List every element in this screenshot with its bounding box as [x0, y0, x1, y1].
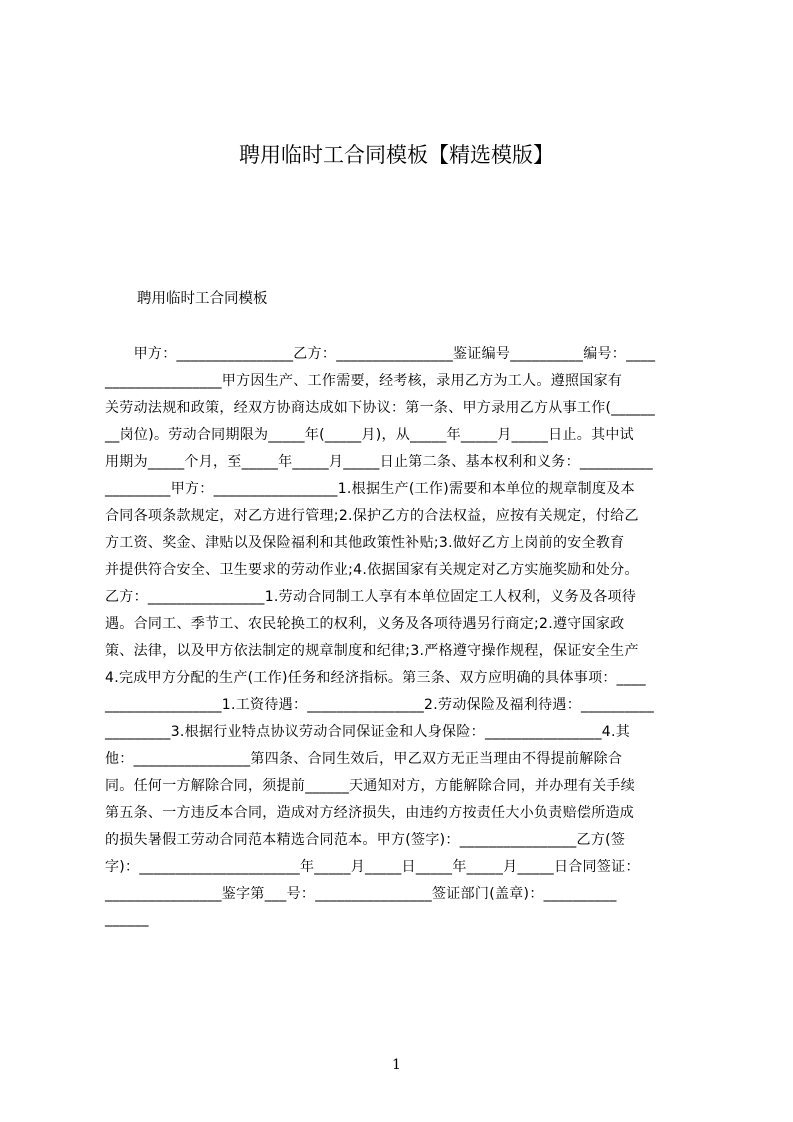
contract-subheading: 聘用临时工合同模板	[137, 291, 268, 307]
body-line: 用期为_____个月，至_____年_____月_____日止第二条、基本权利和义务：__________	[105, 454, 653, 470]
body-line: 他：________________第四条、合同生效后，甲乙双方无正当理由不得提前解除合	[105, 751, 623, 767]
body-line: __岗位)。劳动合同期限为_____年(_____月)，从_____年_____月_____日止。其中试	[105, 427, 634, 443]
body-line: 方工资、奖金、津贴以及保险福利和其他政策性补贴;3.做好乙方上岗前的安全教育	[105, 535, 625, 551]
body-line: 关劳动法规和政策，经双方协商达成如下协议：第一条、甲方录用乙方从事工作(______	[105, 400, 656, 416]
body-line: 遇。合同工、季节工、农民轮换工的权利，义务及各项待遇另行商定;2.遵守国家政	[105, 616, 625, 632]
body-line: 甲方：________________乙方：________________鉴证编号__________编号：____	[105, 346, 656, 362]
body-line: ______	[105, 911, 149, 927]
body-line: 字)：______________________年_____月_____日_____年_____月_____日合同签证：	[105, 859, 640, 875]
body-line: ________________甲方因生产、工作需要，经考核，录用乙方为工人。遵照国家有	[105, 373, 623, 389]
body-line: 的损失暑假工劳动合同范本精选合同范本。甲方(签字)：________________乙方(签	[105, 832, 626, 848]
body-line: ________________1.工资待遇：________________2.劳动保险及福利待遇：__________	[105, 697, 655, 713]
body-line: _________3.根据行业特点协议劳动合同保证金和人身保险：________________4.其	[105, 724, 631, 740]
body-line: 同。任何一方解除合同，须提前______天通知对方，方能解除合同，并办理有关手续	[105, 778, 635, 794]
body-line: ________________鉴字第___号：________________签证部门(盖章)：__________	[105, 886, 617, 902]
body-line: _________甲方：_________________1.根据生产(工作)需要和本单位的规章制度及本	[105, 481, 635, 497]
body-line: 乙方：________________1.劳动合同制工人享有本单位固定工人权利，义务及各项待	[105, 589, 637, 605]
body-line: 合同各项条款规定，对乙方进行管理;2.保护乙方的合法权益，应按有关规定，付给乙	[105, 508, 639, 524]
body-line: 4.完成甲方分配的生产(工作)任务和经济指标。第三条、双方应明确的具体事项：____	[105, 670, 646, 686]
body-line: 策、法律，以及甲方依法制定的规章制度和纪律;3.严格遵守操作规程，保证安全生产	[105, 643, 639, 659]
document-title: 聘用临时工合同模板【精选模版】	[239, 143, 554, 167]
body-line: 并提供符合安全、卫生要求的劳动作业;4.依据国家有关规定对乙方实施奖励和处分。	[105, 562, 639, 578]
body-line: 第五条、一方违反本合同，造成对方经济损失，由违约方按责任大小负责赔偿所造成	[105, 805, 635, 821]
page-number: 1	[392, 1057, 401, 1073]
